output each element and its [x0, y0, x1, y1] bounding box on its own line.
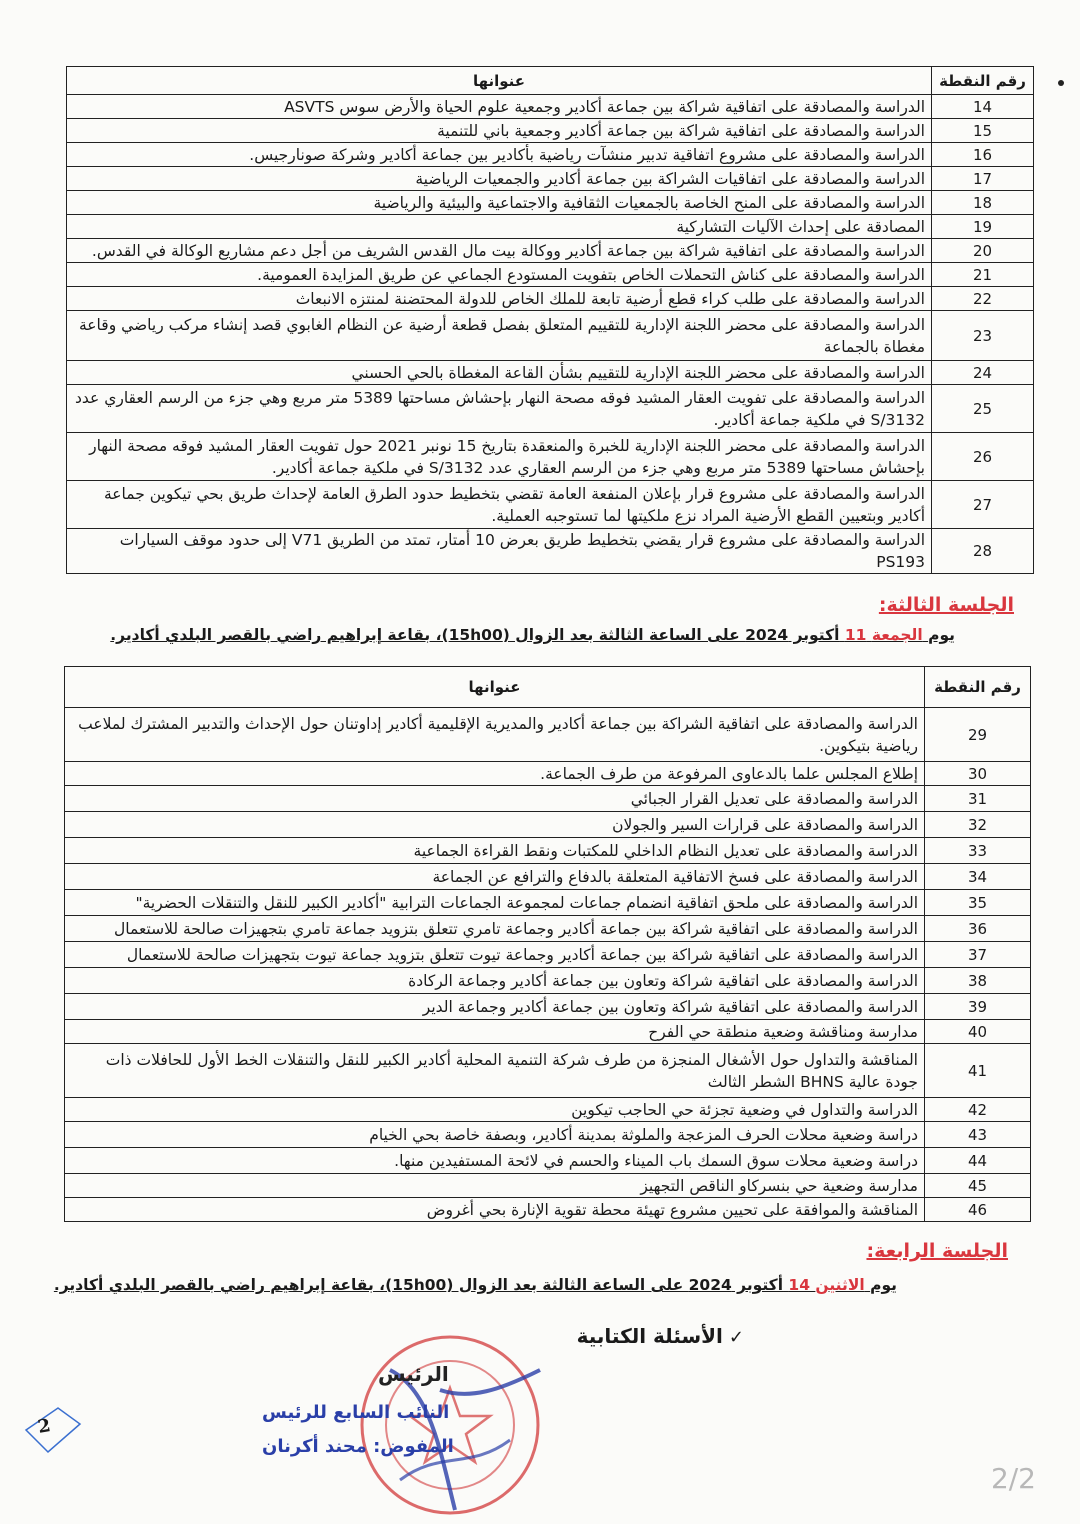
point-title: الدراسة والمصادقة على تعديل النظام الداخلي للمكتبات ونقط القراءة الجماعية: [65, 838, 925, 864]
point-title: الدراسة والمصادقة على اتفاقية شراكة بين جماعة أكادير وجمعية علوم الحياة والأرض سوس ASVTS: [67, 95, 932, 119]
table-row: [67, 263, 1034, 287]
point-number: 40: [925, 1020, 1031, 1044]
checkmark-icon: ✓: [728, 1327, 744, 1348]
agenda-table-session-3: [64, 666, 1031, 1222]
point-number: 15: [932, 119, 1034, 143]
point-title: دراسة وضعية محلات سوق السمك باب الميناء والحسم في لائحة المستفيدين منها.: [65, 1148, 925, 1174]
president-label: الرئيس: [378, 1362, 449, 1386]
point-title: الدراسة والمصادقة على اتفاقية شراكة وتعاون بين جماعة أكادير وجماعة الركادة: [65, 968, 925, 994]
day-name: الجمعة: [871, 626, 923, 644]
point-number: 34: [925, 864, 1031, 890]
signature-stamp-area: [240, 1330, 670, 1520]
table-row: [67, 481, 1034, 529]
point-title: الدراسة والمصادقة على اتفاقية شراكة بين جماعة أكادير ووكالة بيت مال القدس الشريف من أجل دعم مشاريع الوكالة في القدس.: [67, 239, 932, 263]
point-number: 14: [932, 95, 1034, 119]
point-title: الدراسة والمصادقة على قرارات السير والجولان: [65, 812, 925, 838]
point-number: 38: [925, 968, 1031, 994]
point-title: مدارسة ومناقشة وضعية منطقة حي الفرح: [65, 1020, 925, 1044]
table-row: [67, 95, 1034, 119]
point-title: إطلاع المجلس علما بالدعاوى المرفوعة من طرف الجماعة.: [65, 762, 925, 786]
point-number: 41: [925, 1044, 1031, 1098]
session-3-heading: الجلسة الثالثة:: [878, 594, 1014, 616]
point-number: 43: [925, 1122, 1031, 1148]
header-title: عنوانها: [65, 667, 925, 708]
table-row: [67, 167, 1034, 191]
point-title: الدراسة والمصادقة على اتفاقية شراكة وتعاون بين جماعة أكادير وجماعة الدير: [65, 994, 925, 1020]
table-row: [67, 433, 1034, 481]
point-number: 42: [925, 1098, 1031, 1122]
table-row: [65, 708, 1031, 762]
date-rest: أكتوبر 2024 على الساعة الثالثة بعد الزوال (15h00)، بقاعة إبراهيم راضي بالقصر البلدي أكادير.: [53, 1276, 784, 1294]
point-number: 17: [932, 167, 1034, 191]
official-stamp-icon: [240, 1330, 670, 1520]
point-title: الدراسة والمصادقة على اتفاقيات الشراكة بين جماعة أكادير والجمعيات الرياضية: [67, 167, 932, 191]
point-title: الدراسة والمصادقة على محضر اللجنة الإدارية للتقييم بشأن القاعة المغطاة بالحي الحسني: [67, 361, 932, 385]
point-title: الدراسة والمصادقة على فسخ الاتفاقية المتعلقة بالدفاع والترافع عن الجماعة: [65, 864, 925, 890]
table-row: [67, 287, 1034, 311]
point-title: الدراسة والمصادقة على طلب كراء قطع أرضية تابعة للملك الخاص للدولة المحتضنة لمنتزه الانبعاث: [67, 287, 932, 311]
point-title: الدراسة والمصادقة على محضر اللجنة الإدارية للخبرة والمنعقدة بتاريخ 15 نونبر 2021 حول تفويت العقار المشيد فوقه مصحة النهار بإحشاش مساحتها 5389 متر مربع وهي جزء من الرسم العقاري عدد 3132/S في ملكية جماعة أكادير.: [67, 433, 932, 481]
point-number: 24: [932, 361, 1034, 385]
point-number: 44: [925, 1148, 1031, 1174]
point-number: 35: [925, 890, 1031, 916]
point-number: 32: [925, 812, 1031, 838]
point-title: الدراسة والمصادقة على المنح الخاصة بالجمعيات الثقافية والاجتماعية والبيئية والرياضية: [67, 191, 932, 215]
table-row: [65, 864, 1031, 890]
point-number: 46: [925, 1198, 1031, 1222]
point-number: 33: [925, 838, 1031, 864]
table-row: [65, 1122, 1031, 1148]
day-number: 11: [844, 626, 867, 644]
session-4-date: [54, 1276, 897, 1294]
point-title: المصادقة على إحداث الآليات التشاركية: [67, 215, 932, 239]
point-number: 37: [925, 942, 1031, 968]
point-title: الدراسة والمصادقة على تعديل القرار الجبائي: [65, 786, 925, 812]
point-title: الدراسة والمصادقة على اتفاقية شراكة بين جماعة أكادير وجمعية باني للتنمية: [67, 119, 932, 143]
table-header-row: [65, 667, 1031, 708]
page-number-badge: [18, 1402, 88, 1460]
point-number: 20: [932, 239, 1034, 263]
point-title: الدراسة والمصادقة على مشروع قرار بإعلان المنفعة العامة تقضي بتخطيط حدود الطرق العامة لإحداث طريق بحي تيكوين جماعة أكادير وبتعيين القطع الأرضية المراد نزع ملكيتها لما تستوجبه العملية.: [67, 481, 932, 529]
point-title: المناقشة والموافقة على تحيين مشروع تهيئة محطة تقوية الإنارة بحي أغروض: [65, 1198, 925, 1222]
point-number: 28: [932, 529, 1034, 574]
table-row: [65, 812, 1031, 838]
point-title: دراسة وضعية محلات الحرف المزعجة والملوثة بمدينة أكادير، وبصفة خاصة بحي الخيام: [65, 1122, 925, 1148]
point-number: 19: [932, 215, 1034, 239]
table-row: [65, 968, 1031, 994]
table-row: [65, 1020, 1031, 1044]
point-number: 25: [932, 385, 1034, 433]
table-row: [67, 385, 1034, 433]
point-title: الدراسة والمصادقة على مشروع قرار يقضي بتخطيط طريق بعرض 10 أمتار، تمتد من الطريق V71 إلى حدود موقف السيارات PS193: [67, 529, 932, 574]
page-number: 2: [36, 1415, 53, 1438]
date-prefix: يوم: [928, 626, 955, 644]
vice-president-line: النائب السابع للرئيس: [262, 1402, 450, 1423]
table-row: [67, 311, 1034, 361]
point-number: 22: [932, 287, 1034, 311]
margin-dot: [1058, 80, 1064, 86]
point-number: 27: [932, 481, 1034, 529]
page-counter: 2/2: [990, 1462, 1036, 1495]
header-point-number: رقم النقطة: [925, 667, 1031, 708]
point-number: 39: [925, 994, 1031, 1020]
table-row: [65, 1098, 1031, 1122]
date-prefix: يوم: [870, 1276, 897, 1294]
point-number: 26: [932, 433, 1034, 481]
table-row: [65, 1198, 1031, 1222]
session-3-date: [110, 626, 955, 644]
table-row: [65, 786, 1031, 812]
table-row: [65, 890, 1031, 916]
table-row: [65, 1148, 1031, 1174]
agenda-table-session-2: [66, 66, 1034, 574]
table-row: [65, 762, 1031, 786]
written-questions-label: الأسئلة الكتابية: [576, 1324, 723, 1348]
point-number: 45: [925, 1174, 1031, 1198]
point-number: 23: [932, 311, 1034, 361]
table-row: [67, 191, 1034, 215]
point-number: 31: [925, 786, 1031, 812]
header-title: عنوانها: [67, 67, 932, 95]
table-row: [67, 215, 1034, 239]
table-row: [65, 994, 1031, 1020]
point-number: 18: [932, 191, 1034, 215]
point-title: المناقشة والتداول حول الأشغال المنجزة من طرف شركة التنمية المحلية أكادير الكبير للنقل والتنقلات الخط الأول للحافلات ذات جودة عالية BHNS الشطر الثالث: [65, 1044, 925, 1098]
point-number: 30: [925, 762, 1031, 786]
table-row: [67, 239, 1034, 263]
delegate-signature-line: المفوض: محند أكرنان: [262, 1436, 454, 1457]
table-row: [67, 529, 1034, 574]
day-number: 14: [788, 1276, 810, 1294]
point-title: الدراسة والمصادقة على كناش التحملات الخاص بتفويت المستودع الجماعي عن طريق المزايدة العمومية.: [67, 263, 932, 287]
point-title: الدراسة والمصادقة على محضر اللجنة الإدارية للتقييم المتعلق بفصل قطعة أرضية عن النظام الغابوي قصد إنشاء مركب رياضي وقاعة مغطاة بالجماعة: [67, 311, 932, 361]
session-4-heading: الجلسة الرابعة:: [866, 1240, 1008, 1262]
table-row: [65, 1174, 1031, 1198]
point-title: الدراسة والمصادقة على تفويت العقار المشيد فوقه مصحة النهار بإحشاش مساحتها 5389 متر مربع وهي جزء من الرسم العقاري عدد 3132/S في ملكية جماعة أكادير.: [67, 385, 932, 433]
point-title: الدراسة والتداول في وضعية تجزئة حي الحاجب تيكوين: [65, 1098, 925, 1122]
point-number: 16: [932, 143, 1034, 167]
table-row: [67, 361, 1034, 385]
point-number: 21: [932, 263, 1034, 287]
point-title: الدراسة والمصادقة على ملحق اتفاقية انضمام جماعات لمجموعة الجماعات الترابية "أكادير الكبير للنقل والتنقلات الحضرية": [65, 890, 925, 916]
table-row: [67, 143, 1034, 167]
tag-icon: [18, 1402, 88, 1460]
day-name: الاثنين: [815, 1276, 865, 1294]
table-row: [65, 838, 1031, 864]
point-number: 29: [925, 708, 1031, 762]
point-title: الدراسة والمصادقة على مشروع اتفاقية تدبير منشآت رياضية بأكادير بين جماعة أكادير وشركة صونارجيس.: [67, 143, 932, 167]
table-row: [65, 942, 1031, 968]
point-title: مدارسة وضعية حي بنسركاو الناقص التجهيز: [65, 1174, 925, 1198]
point-title: الدراسة والمصادقة على اتفاقية الشراكة بين جماعة أكادير والمديرية الإقليمية أكادير إداوتنان حول الإحداث والتدبير المشترك لملاعب رياضية بتيكوين.: [65, 708, 925, 762]
point-title: الدراسة والمصادقة على اتفاقية شراكة بين جماعة أكادير وجماعة تامري تتعلق بتزويد جماعة تامري بتجهيزات صالحة للاستعمال: [65, 916, 925, 942]
table-row: [65, 916, 1031, 942]
point-title: الدراسة والمصادقة على اتفاقية شراكة بين جماعة أكادير وجماعة تيوت تتعلق بتزويد جماعة تيوت بتجهيزات صالحة للاستعمال: [65, 942, 925, 968]
header-point-number: رقم النقطة: [932, 67, 1034, 95]
point-number: 36: [925, 916, 1031, 942]
table-header-row: [67, 67, 1034, 95]
table-row: [65, 1044, 1031, 1098]
date-rest: أكتوبر 2024 على الساعة الثالثة بعد الزوال (15h00)، بقاعة إبراهيم راضي بالقصر البلدي أكادير.: [110, 626, 840, 644]
table-row: [67, 119, 1034, 143]
